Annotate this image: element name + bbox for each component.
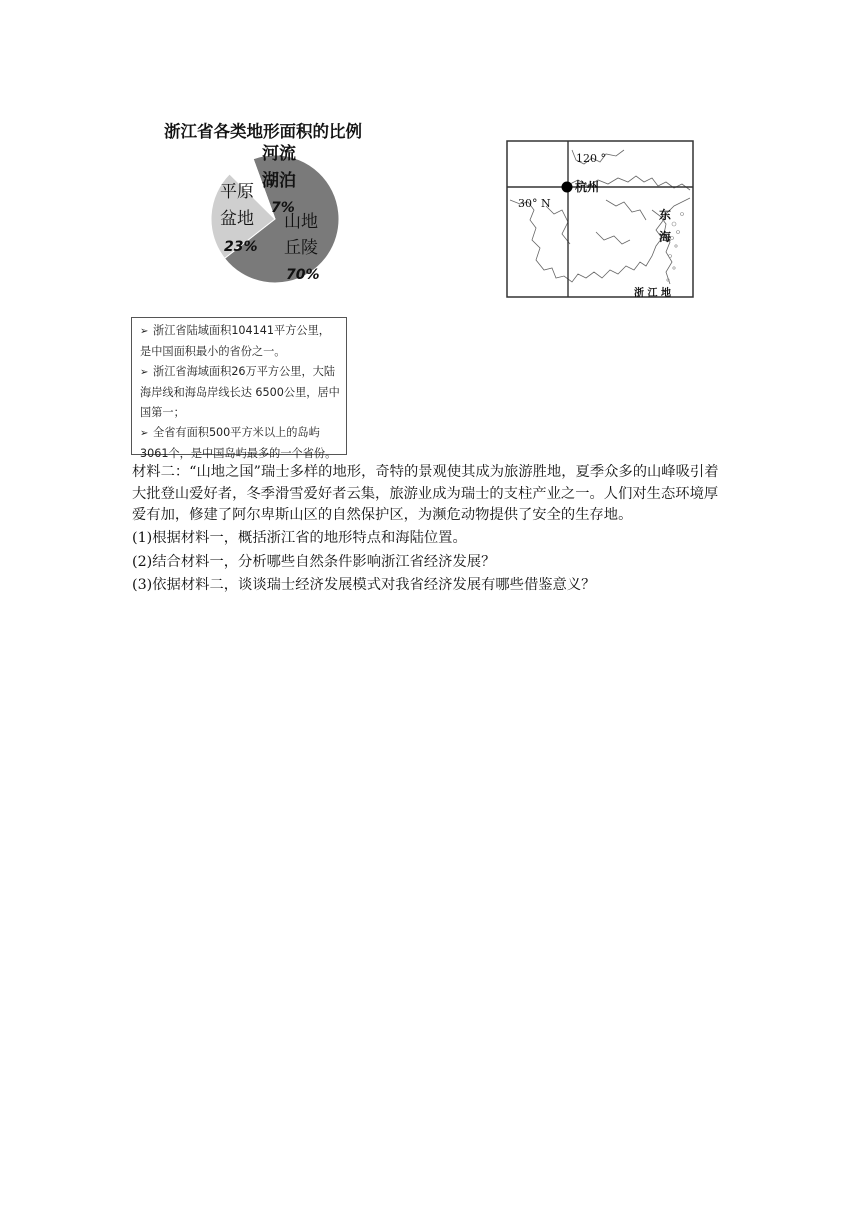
zhejiang-location-map [506,140,694,300]
water-label-line2: 湖泊 [262,171,296,191]
plain-label-line1: 平原 [220,182,254,202]
question-2: (2)结合材料一，分析哪些自然条件影响浙江省经济发展？ [132,553,496,570]
material-one-facts-box [131,317,347,460]
fact-item: ➢ 全省有面积500平方米以上的岛屿3061个，是中国岛屿最多的一个省份。 [140,426,337,460]
east-sea-label-2: 海 [659,230,672,244]
water-percent: 7% [271,200,295,216]
mountain-label-line2: 丘陵 [284,238,318,258]
arrow-bullet-icon: ➢ [140,326,149,337]
water-label-line1: 河流 [262,144,296,164]
latitude-label: 30° N [518,197,551,210]
pie-chart-title: 浙江省各类地形面积的比例 [164,122,362,141]
fact-item: ➢ 浙江省海域面积26万平方公里，大陆海岸线和海岛岸线长达 6500公里，居中国第一； [140,365,340,419]
mountain-percent: 70% [286,267,320,283]
plain-percent: 23% [224,239,258,255]
material-two-text: 材料二：“山地之国”瑞士多样的地形，奇特的景观使其成为旅游胜地，夏季众多的山峰吸引着大批登山爱好者，冬季滑雪爱好者云集，旅游业成为瑞士的支柱产业之一。人们对生态环境厚爱有加，修建了阿尔卑斯山区的自然保护区，为濒危动物提供了安全的生存地。 [132,464,719,523]
fact-item: ➢ 浙江省陆域面积104141平方公里，是中国面积最小的省份之一。 [140,324,330,358]
mountain-label-line1: 山地 [284,212,318,232]
plain-label-line2: 盆地 [220,209,254,229]
question-1: (1)根据材料一，概括浙江省的地形特点和海陆位置。 [132,530,467,546]
arrow-bullet-icon: ➢ [140,367,149,378]
terrain-pie-chart [150,140,350,285]
question-3: (3)依据材料二，谈谈瑞士经济发展模式对我省经济发展有哪些借鉴意义？ [132,577,596,593]
hangzhou-label: 杭州 [575,180,600,194]
material-two-paragraph [132,462,732,527]
east-sea-label-1: 东 [659,208,672,222]
hangzhou-marker [562,182,573,193]
longitude-label: 120 ° [576,152,606,165]
map-bottom-label: 浙 江 地 [634,288,671,299]
question-list [132,528,732,597]
arrow-bullet-icon: ➢ [140,428,149,439]
